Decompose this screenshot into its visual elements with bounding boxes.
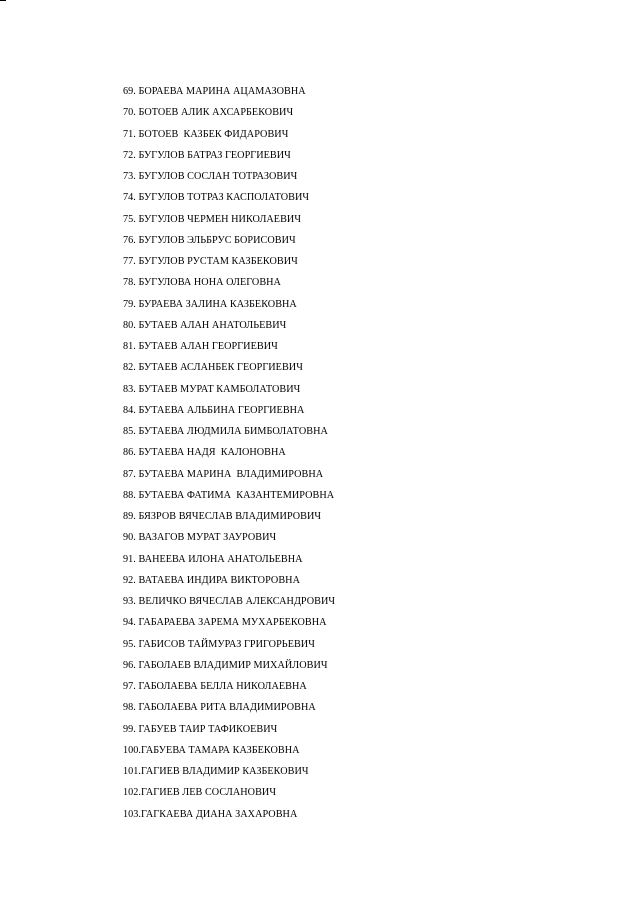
list-item xyxy=(123,807,335,828)
list-item xyxy=(123,573,335,594)
item-name: ГАБАРАЕВА ЗАРЕМА МУХАРБЕКОВНА xyxy=(138,617,327,629)
list-item xyxy=(123,743,335,764)
list-item xyxy=(123,700,335,721)
list-item xyxy=(123,190,335,211)
list-item xyxy=(123,105,335,126)
item-name: БУТАЕВ МУРАТ КАМБОЛАТОВИЧ xyxy=(138,383,301,395)
list-item xyxy=(123,297,335,318)
item-number: 94. xyxy=(123,617,136,629)
item-name: БУТАЕВА АЛЬБИНА ГЕОРГИЕВНА xyxy=(138,404,305,416)
item-number: 93. xyxy=(123,596,136,607)
item-number: 83. xyxy=(123,383,136,395)
item-number: 102. xyxy=(123,787,142,799)
list-item xyxy=(123,445,335,466)
item-name: БУРАЕВА ЗАЛИНА КАЗБЕКОВНА xyxy=(138,298,297,310)
item-name: БУТАЕВА НАДЯ КАЛОНОВНА xyxy=(138,447,286,459)
item-name: ВАЗАГОВ МУРАТ ЗАУРОВИЧ xyxy=(138,532,277,544)
item-name: ГАБОЛАЕВ ВЛАДИМИР МИХАЙЛОВИЧ xyxy=(138,659,328,671)
list-item xyxy=(123,169,335,190)
list-item xyxy=(123,679,335,700)
item-number: 69. xyxy=(123,86,136,97)
item-number: 84. xyxy=(123,404,136,416)
item-name: БУТАЕВА МАРИНА ВЛАДИМИРОВНА xyxy=(138,468,324,480)
item-name: ГАБОЛАЕВА РИТА ВЛАДИМИРОВНА xyxy=(138,702,316,714)
item-number: 91. xyxy=(123,553,136,565)
list-item xyxy=(123,254,335,275)
scan-corner-mark xyxy=(0,0,6,1)
item-number: 101. xyxy=(123,766,142,777)
list-item xyxy=(123,467,335,488)
item-number: 95. xyxy=(123,638,136,650)
item-name: ВАТАЕВА ИНДИРА ВИКТОРОВНА xyxy=(138,574,300,586)
list-item xyxy=(123,148,335,169)
item-number: 77. xyxy=(123,256,136,267)
item-name: БУГУЛОВ БАТРАЗ ГЕОРГИЕВИЧ xyxy=(138,149,291,161)
list-item xyxy=(123,552,335,573)
list-item xyxy=(123,785,335,806)
list-item xyxy=(123,318,335,339)
item-number: 80. xyxy=(123,319,136,331)
item-number: 92. xyxy=(123,574,136,586)
item-number: 96. xyxy=(123,659,136,671)
item-name: ВЕЛИЧКО ВЯЧЕСЛАВ АЛЕКСАНДРОВИЧ xyxy=(138,596,336,607)
list-item xyxy=(123,658,335,679)
item-number: 97. xyxy=(123,681,136,692)
item-name: ГАГИЕВ ЛЕВ СОСЛАНОВИЧ xyxy=(141,787,277,799)
name-list xyxy=(123,84,342,828)
list-item xyxy=(123,212,335,233)
item-number: 88. xyxy=(123,489,136,501)
item-name: ВАНЕЕВА ИЛОНА АНАТОЛЬЕВНА xyxy=(138,553,303,565)
item-name: БУГУЛОВ ТОТРАЗ КАСПОЛАТОВИЧ xyxy=(138,192,310,204)
item-name: БУТАЕВ АЛАН АНАТОЛЬЕВИЧ xyxy=(138,319,287,331)
item-number: 75. xyxy=(123,213,136,225)
item-name: ГАБИСОВ ТАЙМУРАЗ ГРИГОРЬЕВИЧ xyxy=(138,638,315,650)
item-name: БОТОЕВ АЛИК АХСАРБЕКОВИЧ xyxy=(138,107,294,119)
list-item xyxy=(123,339,335,360)
list-item xyxy=(123,84,335,105)
item-name: БУТАЕВ АЛАН ГЕОРГИЕВИЧ xyxy=(138,341,278,352)
item-number: 72. xyxy=(123,149,136,161)
item-name: БУГУЛОВ ЧЕРМЕН НИКОЛАЕВИЧ xyxy=(138,213,301,225)
item-number: 103. xyxy=(123,808,142,820)
item-number: 98. xyxy=(123,702,136,714)
item-name: БУГУЛОВА НОНА ОЛЕГОВНА xyxy=(138,277,281,289)
list-item xyxy=(123,233,335,254)
list-item xyxy=(123,424,335,445)
list-item xyxy=(123,275,335,296)
item-number: 90. xyxy=(123,532,136,544)
list-item xyxy=(123,509,335,530)
list-item xyxy=(123,360,335,381)
item-name: БЯЗРОВ ВЯЧЕСЛАВ ВЛАДИМИРОВИЧ xyxy=(138,511,322,522)
list-item xyxy=(123,382,335,403)
list-item xyxy=(123,594,335,615)
item-number: 89. xyxy=(123,511,136,522)
item-number: 86. xyxy=(123,447,136,459)
item-name: ГАГКАЕВА ДИАНА ЗАХАРОВНА xyxy=(141,808,298,820)
item-name: БУТАЕВ АСЛАНБЕК ГЕОРГИЕВИЧ xyxy=(138,362,303,374)
item-number: 82. xyxy=(123,362,136,374)
item-number: 70. xyxy=(123,107,136,119)
item-name: ГАБУЕВ ТАИР ТАФИКОЕВИЧ xyxy=(138,723,278,735)
item-number: 100. xyxy=(123,744,142,756)
item-number: 87. xyxy=(123,468,136,480)
item-name: ГАБОЛАЕВА БЕЛЛА НИКОЛАЕВНА xyxy=(138,681,307,692)
item-name: БОРАЕВА МАРИНА АЦАМАЗОВНА xyxy=(138,86,306,97)
item-name: БУТАЕВА ФАТИМА КАЗАНТЕМИРОВНА xyxy=(138,489,335,501)
list-item xyxy=(123,488,335,509)
item-name: БУГУЛОВ СОСЛАН ТОТРАЗОВИЧ xyxy=(138,171,298,182)
item-number: 99. xyxy=(123,723,136,735)
item-number: 85. xyxy=(123,426,136,437)
item-name: ГАБУЕВА ТАМАРА КАЗБЕКОВНА xyxy=(141,744,300,756)
item-number: 71. xyxy=(123,128,136,140)
item-number: 78. xyxy=(123,277,136,289)
list-item xyxy=(123,127,335,148)
item-name: БОТОЕВ КАЗБЕК ФИДАРОВИЧ xyxy=(138,128,289,140)
list-item xyxy=(123,722,335,743)
item-number: 81. xyxy=(123,341,136,352)
item-name: БУТАЕВА ЛЮДМИЛА БИМБОЛАТОВНА xyxy=(138,426,328,437)
list-item xyxy=(123,637,335,658)
item-name: БУГУЛОВ РУСТАМ КАЗБЕКОВИЧ xyxy=(138,256,298,267)
item-name: ГАГИЕВ ВЛАДИМИР КАЗБЕКОВИЧ xyxy=(141,766,309,777)
item-number: 79. xyxy=(123,298,136,310)
item-number: 74. xyxy=(123,192,136,204)
list-item xyxy=(123,403,335,424)
list-item xyxy=(123,764,335,785)
list-item xyxy=(123,615,335,636)
item-number: 76. xyxy=(123,234,136,246)
list-item xyxy=(123,530,335,551)
item-number: 73. xyxy=(123,171,136,182)
item-name: БУГУЛОВ ЭЛЬБРУС БОРИСОВИЧ xyxy=(138,234,296,246)
